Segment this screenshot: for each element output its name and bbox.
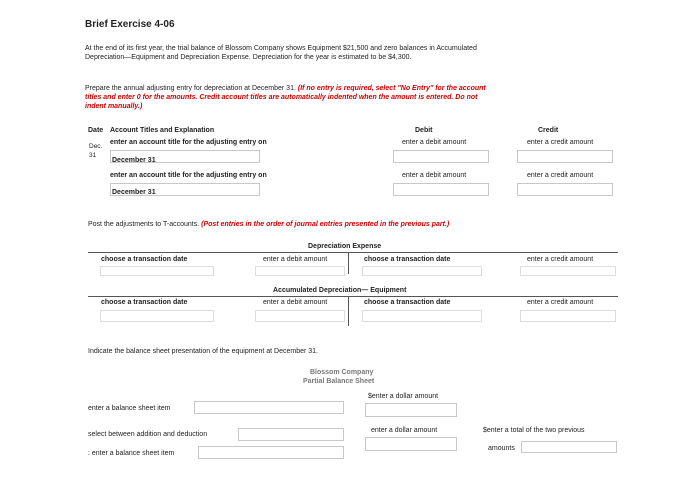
taccount-1-name: Depreciation Expense xyxy=(308,243,382,250)
journal-row-2-account[interactable]: enter an account title for the adjusting entry on xyxy=(110,172,267,179)
taccount-1-left-date-select[interactable] xyxy=(100,266,214,276)
taccount-2-right-date[interactable]: choose a transaction date xyxy=(364,299,451,306)
taccount-2-divider xyxy=(348,296,349,326)
journal-row-2-sub: December 31 xyxy=(112,189,156,196)
post-instructions xyxy=(88,221,449,228)
bs-dollar-1-placeholder: $enter a dollar amount xyxy=(368,393,439,400)
taccount-1-divider xyxy=(348,252,349,274)
bs-dollar-1-input[interactable] xyxy=(365,403,457,417)
journal-row-2-debit-placeholder: enter a debit amount xyxy=(402,172,467,179)
bs-dollar-2-input[interactable] xyxy=(365,437,457,451)
bs-instructions: Indicate the balance sheet presentation of the equipment at December 31. xyxy=(88,348,318,355)
journal-date-month: Dec. xyxy=(89,143,103,150)
taccount-1-top-line xyxy=(88,252,618,253)
col-credit-header: Credit xyxy=(538,127,559,134)
prepare-note-2: titles and enter 0 for the amounts. Credit account titles are automatically indented when the amount is entered. Do not xyxy=(85,94,478,101)
taccount-2-left-amount[interactable]: enter a debit amount xyxy=(263,299,328,306)
prepare-instructions xyxy=(85,85,486,92)
intro-line-1: At the end of its first year, the trial balance of Blossom Company shows Equipment $21,500 and zero balances in Accumulated xyxy=(85,45,477,52)
bs-item-1-label[interactable]: enter a balance sheet item xyxy=(88,405,171,412)
bs-addition-label[interactable]: select between addition and deduction xyxy=(88,431,208,438)
taccount-1-right-date[interactable]: choose a transaction date xyxy=(364,256,451,263)
bs-total-input[interactable] xyxy=(521,441,617,453)
journal-date-day: 31 xyxy=(89,152,97,159)
taccount-1-left-amount-input[interactable] xyxy=(255,266,345,276)
taccount-2-right-amount[interactable]: enter a credit amount xyxy=(527,299,594,306)
bs-total-line-2: amounts xyxy=(488,445,515,452)
intro-line-2: Depreciation—Equipment and Depreciation Expense. Depreciation for the year is estimated to be $4,300. xyxy=(85,54,412,61)
bs-item-2-select[interactable] xyxy=(198,446,344,459)
bs-company: Blossom Company xyxy=(310,369,374,376)
bs-dollar-2-placeholder: enter a dollar amount xyxy=(371,427,438,434)
taccount-2-left-date[interactable]: choose a transaction date xyxy=(101,299,188,306)
journal-row-1-account[interactable]: enter an account title for the adjusting entry on xyxy=(110,139,267,146)
bs-addition-select[interactable] xyxy=(238,428,344,441)
taccount-2-name: Accumulated Depreciation— Equipment xyxy=(273,287,407,294)
taccount-1-left-amount[interactable]: enter a debit amount xyxy=(263,256,328,263)
journal-row-1-credit-placeholder: enter a credit amount xyxy=(527,139,594,146)
journal-row-2-credit-placeholder: enter a credit amount xyxy=(527,172,594,179)
page-title: Brief Exercise 4-06 xyxy=(85,19,175,30)
col-date-header: Date xyxy=(88,127,104,134)
prepare-note-3: indent manually.) xyxy=(85,103,143,110)
taccount-2-right-date-select[interactable] xyxy=(362,310,482,322)
journal-row-2-credit-input[interactable] xyxy=(517,183,613,196)
taccount-1-right-amount-input[interactable] xyxy=(520,266,616,276)
post-text: Post the adjustments to T-accounts. xyxy=(88,221,200,228)
taccount-1-right-date-select[interactable] xyxy=(362,266,482,276)
col-account-header: Account Titles and Explanation xyxy=(110,127,215,134)
prepare-note-1: (If no entry is required, select "No Entry" for the account xyxy=(297,85,486,92)
journal-row-2-debit-input[interactable] xyxy=(393,183,489,196)
taccount-2-left-amount-input[interactable] xyxy=(255,310,345,322)
bs-item-2-label[interactable]: : enter a balance sheet item xyxy=(88,450,175,457)
bs-item-1-select[interactable] xyxy=(194,401,344,414)
post-note: (Post entries in the order of journal entries presented in the previous part.) xyxy=(201,221,450,228)
taccount-1-left-date[interactable]: choose a transaction date xyxy=(101,256,188,263)
taccount-2-right-amount-input[interactable] xyxy=(520,310,616,322)
col-debit-header: Debit xyxy=(415,127,433,134)
bs-heading: Partial Balance Sheet xyxy=(303,378,375,385)
journal-row-1-debit-input[interactable] xyxy=(393,150,489,163)
journal-row-1-debit-placeholder: enter a debit amount xyxy=(402,139,467,146)
taccount-1-right-amount[interactable]: enter a credit amount xyxy=(527,256,594,263)
bs-total-line-1: $enter a total of the two previous xyxy=(483,427,585,434)
taccount-2-left-date-select[interactable] xyxy=(100,310,214,322)
journal-row-1-credit-input[interactable] xyxy=(517,150,613,163)
taccount-2-top-line xyxy=(88,296,618,297)
journal-row-1-sub: December 31 xyxy=(112,157,156,164)
prepare-text: Prepare the annual adjusting entry for depreciation at December 31. xyxy=(85,85,296,92)
